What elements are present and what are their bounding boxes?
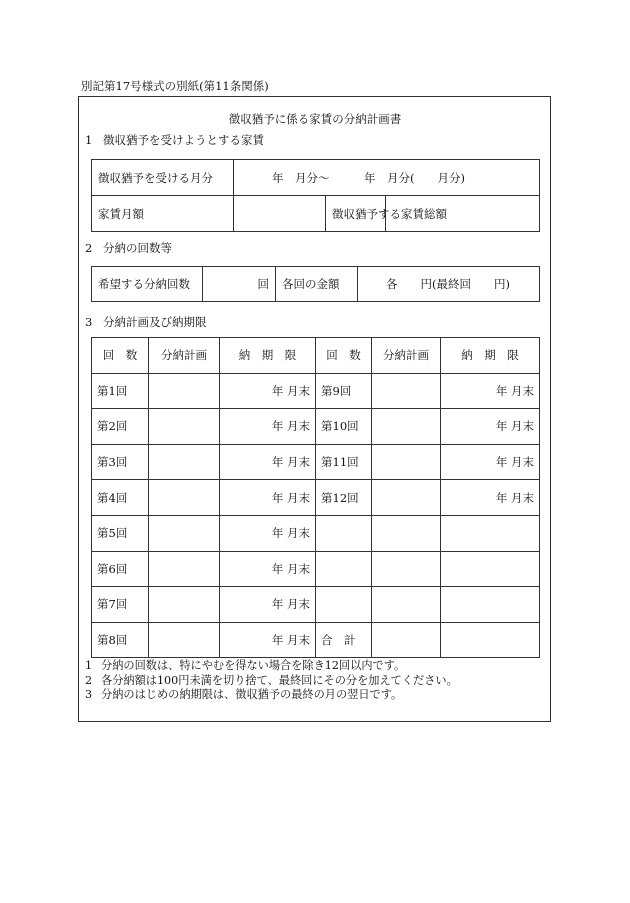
installment-number-left: 第8回 <box>92 622 149 658</box>
header-count-right: 回 数 <box>316 338 372 374</box>
installment-plan-right[interactable] <box>372 373 441 409</box>
installment-schedule-table <box>91 337 540 658</box>
note-text: 分納の回数は、特にやむを得ない場合を除き12回以内です。 <box>101 659 406 672</box>
installment-number-left: 第1回 <box>92 373 149 409</box>
header-deadline-right: 納 期 限 <box>441 338 540 374</box>
installment-number-left: 第7回 <box>92 587 149 623</box>
note-item <box>85 659 458 674</box>
monthly-rent-label: 家賃月額 <box>92 196 234 232</box>
form-reference-note: 別記第17号様式の別紙(第11条関係) <box>81 79 269 93</box>
installment-plan-right[interactable] <box>372 409 441 445</box>
installment-plan-right[interactable] <box>372 444 441 480</box>
installment-plan-right[interactable] <box>372 587 441 623</box>
note-item <box>85 688 458 703</box>
installment-plan-left[interactable] <box>149 587 220 623</box>
deferred-total-label: 徴収猶予する家賃総額 <box>326 196 386 232</box>
installment-number-right: 合 計 <box>316 622 372 658</box>
installment-deadline-left[interactable]: 年 月末 <box>220 551 316 587</box>
installment-deadline-right[interactable] <box>441 587 540 623</box>
section-1-heading <box>85 132 264 148</box>
schedule-header-row <box>92 338 540 374</box>
installment-amount-field[interactable]: 各 円(最終回 円) <box>358 267 540 302</box>
section-3-heading <box>85 314 207 330</box>
installment-plan-left[interactable] <box>149 622 220 658</box>
installment-deadline-right[interactable]: 年 月末 <box>441 373 540 409</box>
installment-number-left: 第5回 <box>92 515 149 551</box>
installment-plan-right[interactable] <box>372 515 441 551</box>
installment-deadline-right[interactable] <box>441 515 540 551</box>
installment-number-left: 第2回 <box>92 409 149 445</box>
installment-deadline-left[interactable]: 年 月末 <box>220 409 316 445</box>
rent-amount-row <box>92 196 540 232</box>
installment-plan-left[interactable] <box>149 444 220 480</box>
schedule-row <box>92 551 540 587</box>
schedule-row <box>92 373 540 409</box>
installment-deadline-left[interactable]: 年 月末 <box>220 373 316 409</box>
section-2-label: 分納の回数等 <box>103 241 172 255</box>
installment-plan-left[interactable] <box>149 409 220 445</box>
note-number: 2 <box>85 673 93 687</box>
installment-number-right: 第9回 <box>316 373 372 409</box>
installment-number-right <box>316 587 372 623</box>
installment-count-row <box>92 267 540 302</box>
installment-deadline-left[interactable]: 年 月末 <box>220 515 316 551</box>
installment-plan-right[interactable] <box>372 551 441 587</box>
installment-plan-right[interactable] <box>372 480 441 516</box>
installment-deadline-right[interactable]: 年 月末 <box>441 480 540 516</box>
installment-count-table <box>91 266 540 302</box>
installment-deadline-right[interactable]: 年 月末 <box>441 444 540 480</box>
monthly-rent-field[interactable] <box>234 196 326 232</box>
schedule-row <box>92 444 540 480</box>
schedule-row <box>92 587 540 623</box>
header-plan-left: 分納計画 <box>149 338 220 374</box>
section-2-heading <box>85 240 172 256</box>
installment-plan-left[interactable] <box>149 373 220 409</box>
document-title: 徴収猶予に係る家賃の分納計画書 <box>228 112 402 126</box>
installment-number-right: 第10回 <box>316 409 372 445</box>
installment-amount-label: 各回の金額 <box>276 267 358 302</box>
note-number: 1 <box>85 659 93 672</box>
installment-deadline-right[interactable] <box>441 551 540 587</box>
note-text: 各分納額は100円未満を切り捨て、最終回にその分を加えてください。 <box>101 673 458 687</box>
section-3-number: 3 <box>85 315 93 329</box>
note-item <box>85 674 458 689</box>
deferral-month-label: 徴収猶予を受ける月分 <box>92 160 234 196</box>
installment-plan-left[interactable] <box>149 515 220 551</box>
installment-deadline-right[interactable] <box>441 622 540 658</box>
schedule-row <box>92 409 540 445</box>
installment-plan-left[interactable] <box>149 480 220 516</box>
section-2-number: 2 <box>85 241 93 255</box>
rent-deferral-table <box>91 159 540 232</box>
section-1-number: 1 <box>85 133 93 147</box>
installment-plan-left[interactable] <box>149 551 220 587</box>
installment-number-left: 第3回 <box>92 444 149 480</box>
installment-number-left: 第6回 <box>92 551 149 587</box>
schedule-row <box>92 622 540 658</box>
header-plan-right: 分納計画 <box>372 338 441 374</box>
schedule-row <box>92 480 540 516</box>
installment-deadline-left[interactable]: 年 月末 <box>220 444 316 480</box>
installment-deadline-right[interactable]: 年 月末 <box>441 409 540 445</box>
installment-plan-right[interactable] <box>372 622 441 658</box>
installment-number-right: 第12回 <box>316 480 372 516</box>
schedule-row <box>92 515 540 551</box>
header-deadline-left: 納 期 限 <box>220 338 316 374</box>
note-number: 3 <box>85 688 93 701</box>
installment-number-left: 第4回 <box>92 480 149 516</box>
deferral-month-row <box>92 160 540 196</box>
notes-list <box>85 659 458 703</box>
installment-deadline-left[interactable]: 年 月末 <box>220 622 316 658</box>
installment-deadline-left[interactable]: 年 月末 <box>220 480 316 516</box>
deferral-month-field[interactable]: 年 月分〜 年 月分( 月分) <box>234 160 540 196</box>
installment-count-field[interactable]: 回 <box>203 267 276 302</box>
installment-number-right <box>316 515 372 551</box>
installment-number-right <box>316 551 372 587</box>
section-1-label: 徴収猶予を受けようとする家賃 <box>103 133 264 147</box>
section-3-label: 分納計画及び納期限 <box>103 315 207 329</box>
header-count-left: 回 数 <box>92 338 149 374</box>
installment-number-right: 第11回 <box>316 444 372 480</box>
installment-count-label: 希望する分納回数 <box>92 267 203 302</box>
installment-deadline-left[interactable]: 年 月末 <box>220 587 316 623</box>
note-text: 分納のはじめの納期限は、徴収猶予の最終の月の翌日です。 <box>101 688 403 701</box>
